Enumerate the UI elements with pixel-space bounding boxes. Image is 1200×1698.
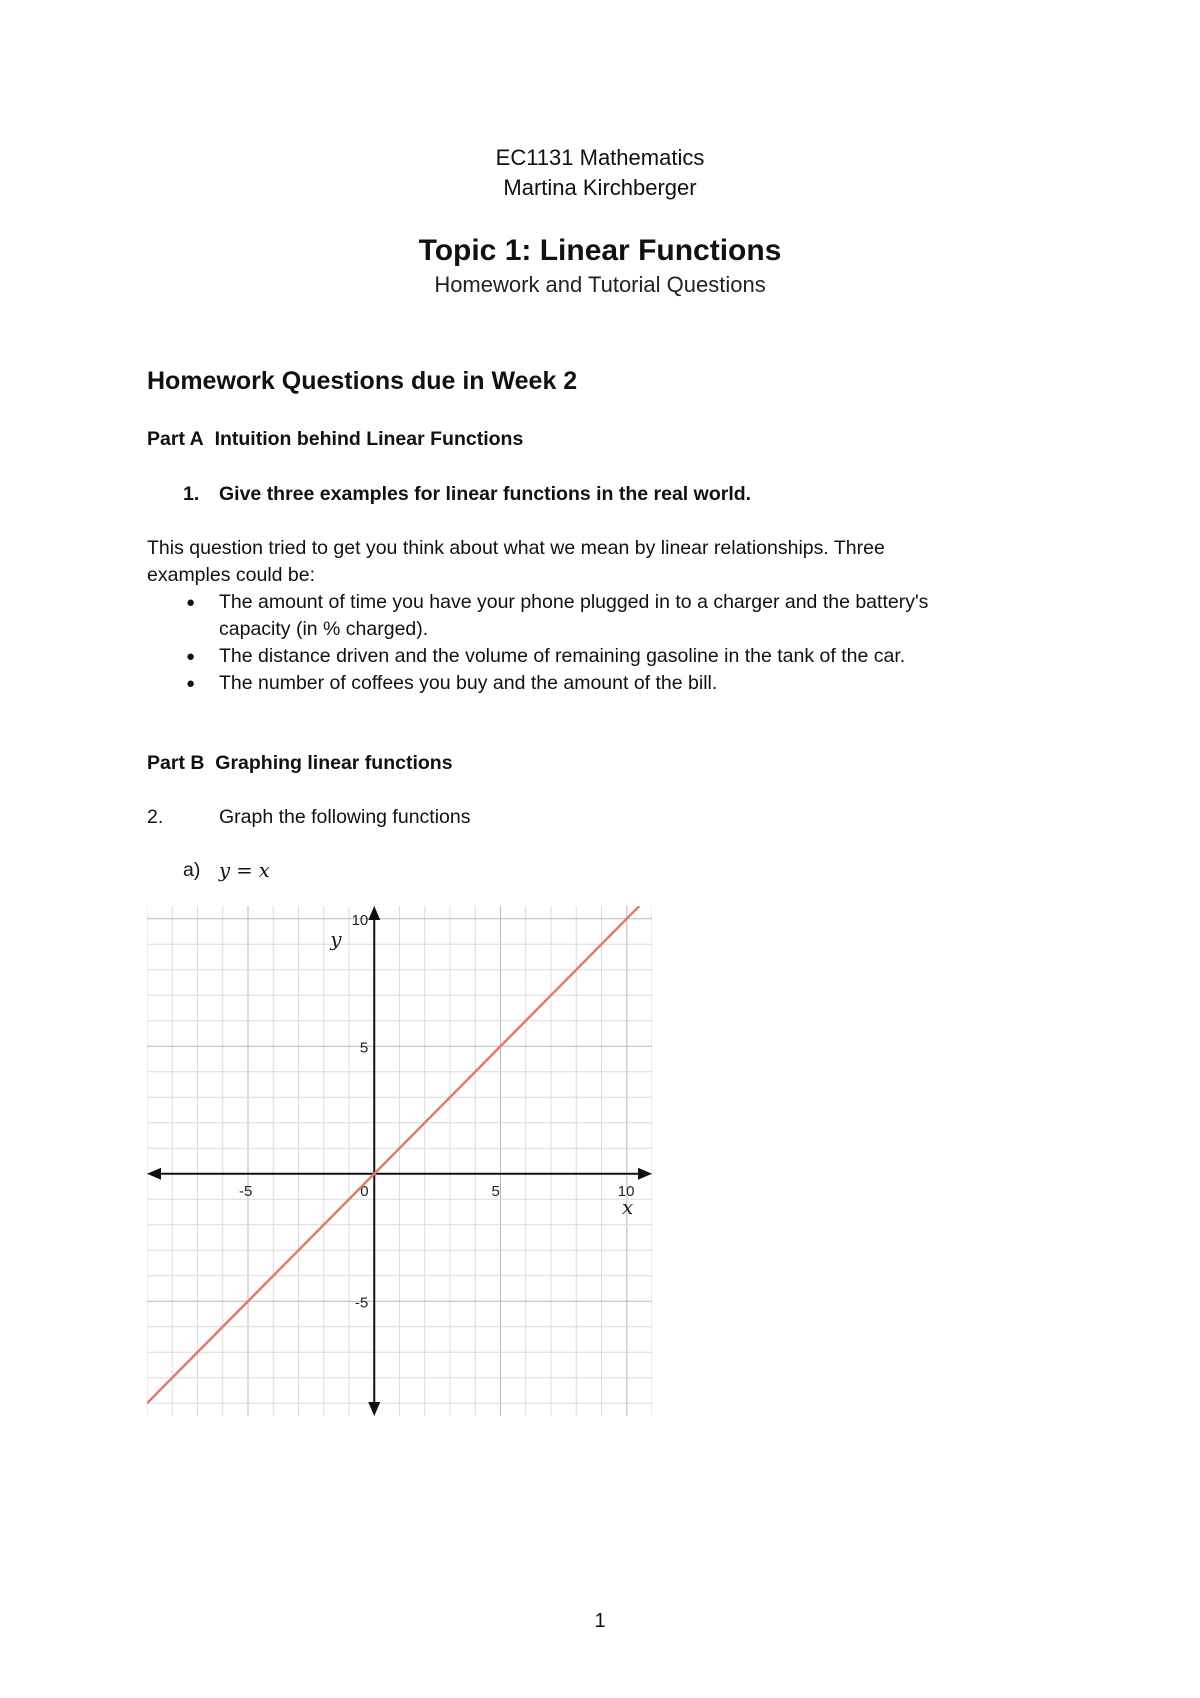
course-name: EC1131 Mathematics bbox=[495, 145, 705, 170]
answer-intro-line2: examples could be: bbox=[147, 564, 316, 586]
x-tick-label: -5 bbox=[239, 1182, 253, 1200]
y-axis-down-arrow-icon bbox=[368, 1402, 380, 1416]
topic-title: Topic 1: Linear Functions bbox=[418, 234, 782, 267]
part-a-title: Intuition behind Linear Functions bbox=[214, 428, 524, 450]
x-axis-left-arrow-icon bbox=[147, 1168, 161, 1180]
list-item: The distance driven and the volume of remaining gasoline in the tank of the car. bbox=[219, 645, 906, 667]
question-2-number: 2. bbox=[147, 806, 164, 828]
part-b-heading bbox=[147, 752, 453, 775]
item-a-label: a) bbox=[183, 859, 201, 881]
y-axis-label: y bbox=[330, 927, 342, 951]
part-a-heading bbox=[147, 428, 523, 451]
item-a-equation: y = x bbox=[219, 859, 270, 882]
answer-intro-line1: This question tried to get you think about what we mean by linear relationships. Three bbox=[147, 537, 885, 559]
bullet-dot-icon: ● bbox=[186, 594, 196, 611]
part-a-label: Part A bbox=[147, 428, 204, 450]
bullet-dot-icon: ● bbox=[186, 675, 196, 692]
y-axis-up-arrow-icon bbox=[368, 906, 380, 920]
x-tick-label: 10 bbox=[617, 1182, 635, 1200]
list-item: The number of coffees you buy and the amount of the bill. bbox=[219, 672, 718, 694]
y-tick-label: 5 bbox=[359, 1039, 369, 1057]
part-b-label: Part B bbox=[147, 752, 205, 774]
part-b-title: Graphing linear functions bbox=[215, 752, 453, 774]
document-subtitle: Homework and Tutorial Questions bbox=[434, 272, 766, 297]
question-1-number: 1. bbox=[183, 483, 200, 505]
author-name: Martina Kirchberger bbox=[503, 175, 697, 200]
list-item-continuation: capacity (in % charged). bbox=[219, 618, 429, 640]
bullet-dot-icon: ● bbox=[186, 648, 196, 665]
y-tick-label: 10 bbox=[351, 911, 369, 929]
x-axis-label: x bbox=[622, 1194, 634, 1219]
x-axis-right-arrow-icon bbox=[638, 1168, 652, 1180]
page-number: 1 bbox=[594, 1610, 606, 1632]
series-line bbox=[147, 906, 639, 1403]
question-1 bbox=[183, 483, 199, 506]
x-tick-label: 5 bbox=[491, 1182, 500, 1200]
question-2-text: Graph the following functions bbox=[219, 806, 471, 828]
section-heading: Homework Questions due in Week 2 bbox=[147, 367, 578, 395]
x-tick-label: 0 bbox=[360, 1182, 369, 1200]
list-item: The amount of time you have your phone plugged in to a charger and the battery's bbox=[219, 591, 929, 613]
question-1-text: Give three examples for linear functions in the real world. bbox=[219, 483, 752, 505]
y-tick-label: -5 bbox=[354, 1294, 369, 1312]
line-chart bbox=[147, 906, 652, 1416]
